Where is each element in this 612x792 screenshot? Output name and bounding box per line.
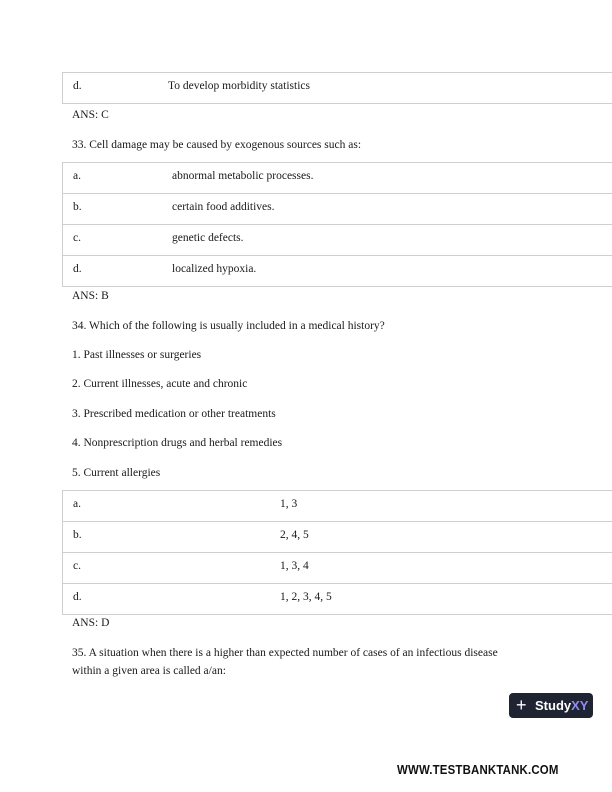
q34-options-table [62,490,612,615]
question-35-line-2: within a given area is called a/an: [72,665,226,677]
history-item-3: 3. Prescribed medication or other treatments [72,408,276,420]
history-item-4: 4. Nonprescription drugs and herbal remedies [72,437,283,449]
option-text: 1, 3, 4 [280,560,309,572]
footer-site-link[interactable]: WWW.TESTBANKTANK.COM [397,762,559,777]
option-letter: b. [73,529,82,541]
option-text: genetic defects. [172,232,244,244]
option-letter: d. [73,263,82,275]
q33-options-table [62,162,612,287]
option-text: 1, 3 [280,498,298,510]
question-34: 34. Which of the following is usually included in a medical history? [72,320,385,332]
option-row-a [62,491,612,522]
option-letter: c. [73,232,81,244]
plus-icon: + [516,695,527,715]
option-text: certain food additives. [172,201,275,213]
history-item-5: 5. Current allergies [72,467,161,479]
option-text: localized hypoxia. [172,263,257,275]
option-row-d [62,584,612,615]
option-row-b [62,194,612,225]
studyxy-logo-badge[interactable] [509,693,593,718]
logo-text-xy: XY [571,698,589,713]
question-33: 33. Cell damage may be caused by exogenous sources such as: [72,139,362,151]
option-letter: a. [73,498,81,510]
option-text: 1, 2, 3, 4, 5 [280,591,332,603]
option-text: 2, 4, 5 [280,529,309,541]
option-row-d [62,73,612,104]
answer-q32: ANS: C [72,109,109,121]
option-row-c [62,553,612,584]
history-item-2: 2. Current illnesses, acute and chronic [72,378,248,390]
option-row-c [62,225,612,256]
option-row-b [62,522,612,553]
answer-q33: ANS: B [72,290,109,302]
option-text: To develop morbidity statistics [168,80,310,92]
option-row-d [62,256,612,287]
option-row-a [62,163,612,194]
option-letter: b. [73,201,82,213]
option-text: abnormal metabolic processes. [172,170,314,182]
option-letter: d. [73,80,82,92]
q32-options-table [62,72,612,104]
logo-text-study: Study [535,698,572,713]
option-letter: d. [73,591,82,603]
option-letter: c. [73,560,81,572]
question-35-line-1: 35. A situation when there is a higher than expected number of cases of an infectious disease [72,647,498,659]
answer-q34: ANS: D [72,617,110,629]
history-item-1: 1. Past illnesses or surgeries [72,349,202,361]
studyxy-logo-text [535,698,588,713]
option-letter: a. [73,170,81,182]
